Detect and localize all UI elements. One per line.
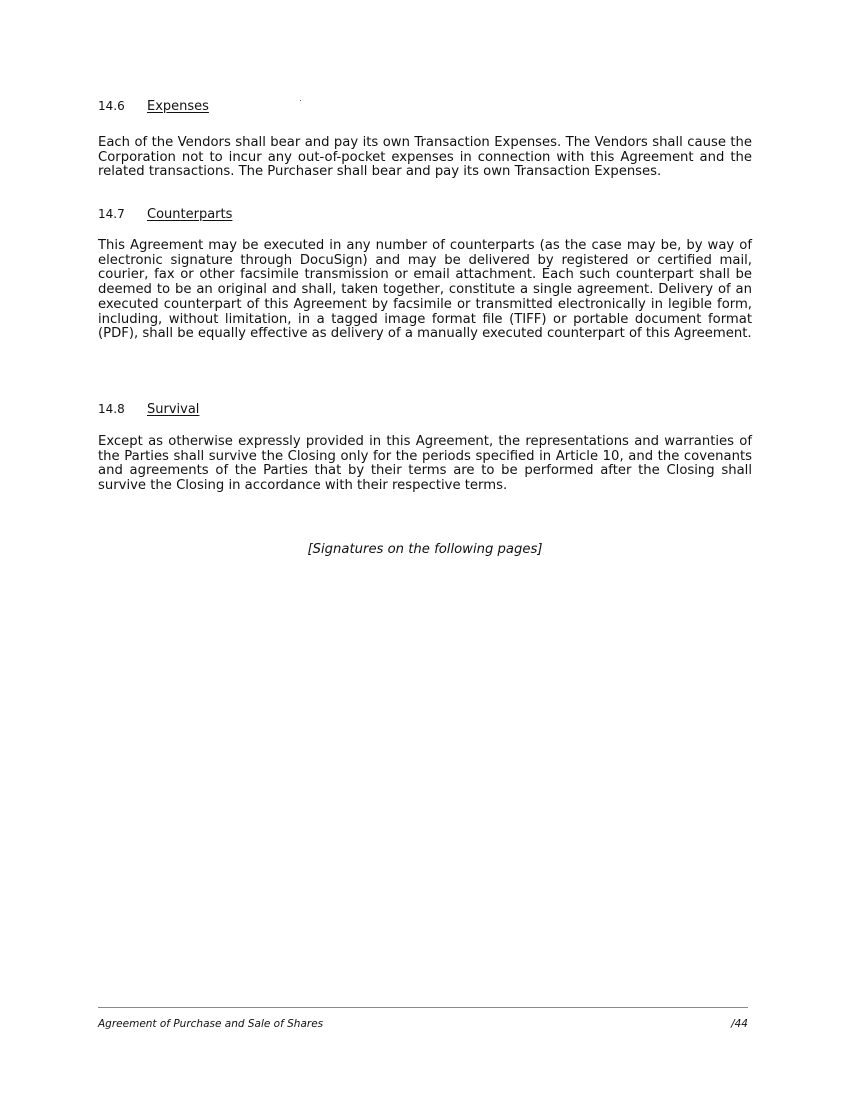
section-body-14-8: Except as otherwise expressly provided in this Agreement, the representations and warranties of the Parties shall survive the Closing only for the periods specified in Article 10, and the covenants and agreements of the Parties that by their terms are to be performed after the Closing shall survive the Closing in accordance with their respective terms. — [98, 434, 752, 494]
footer-document-title: Agreement of Purchase and Sale of Shares — [98, 1018, 324, 1030]
footer-page-number: /44 — [731, 1018, 748, 1030]
section-title: Expenses — [147, 99, 209, 114]
section-title: Counterparts — [147, 207, 233, 222]
section-number: 14.7 — [98, 207, 125, 221]
section-body-14-6: Each of the Vendors shall bear and pay its own Transaction Expenses. The Vendors shall cause the Corporation not to incur any out-of-pocket expenses in connection with this Agreement and the related transactions. The Purchaser shall bear and pay its own Transaction Expenses. — [98, 135, 752, 180]
section-title: Survival — [147, 402, 200, 417]
section-heading-14-6 — [98, 98, 752, 115]
section-body-14-7: This Agreement may be executed in any number of counterparts (as the case may be, by way of electronic signature through DocuSign) and may be delivered by registered or certified mail, courier, fax or other facsimile transmission or email attachment. Each such counterpart shall be deemed to be an original and shall, taken together, constitute a single agreement. Delivery of an executed counterpart of this Agreement by facsimile or transmitted electronically in legible form, including, without limitation, in a tagged image format file (TIFF) or portable document format (PDF), shall be equally effective as delivery of a manually executed counterpart of this Agreement. — [98, 238, 752, 342]
section-heading-14-8 — [98, 401, 752, 418]
section-heading-14-7 — [98, 206, 752, 223]
section-number: 14.8 — [98, 402, 125, 416]
footer-divider — [98, 1007, 748, 1008]
section-number: 14.6 — [98, 99, 125, 113]
signature-note: [Signatures on the following pages] — [307, 542, 543, 557]
